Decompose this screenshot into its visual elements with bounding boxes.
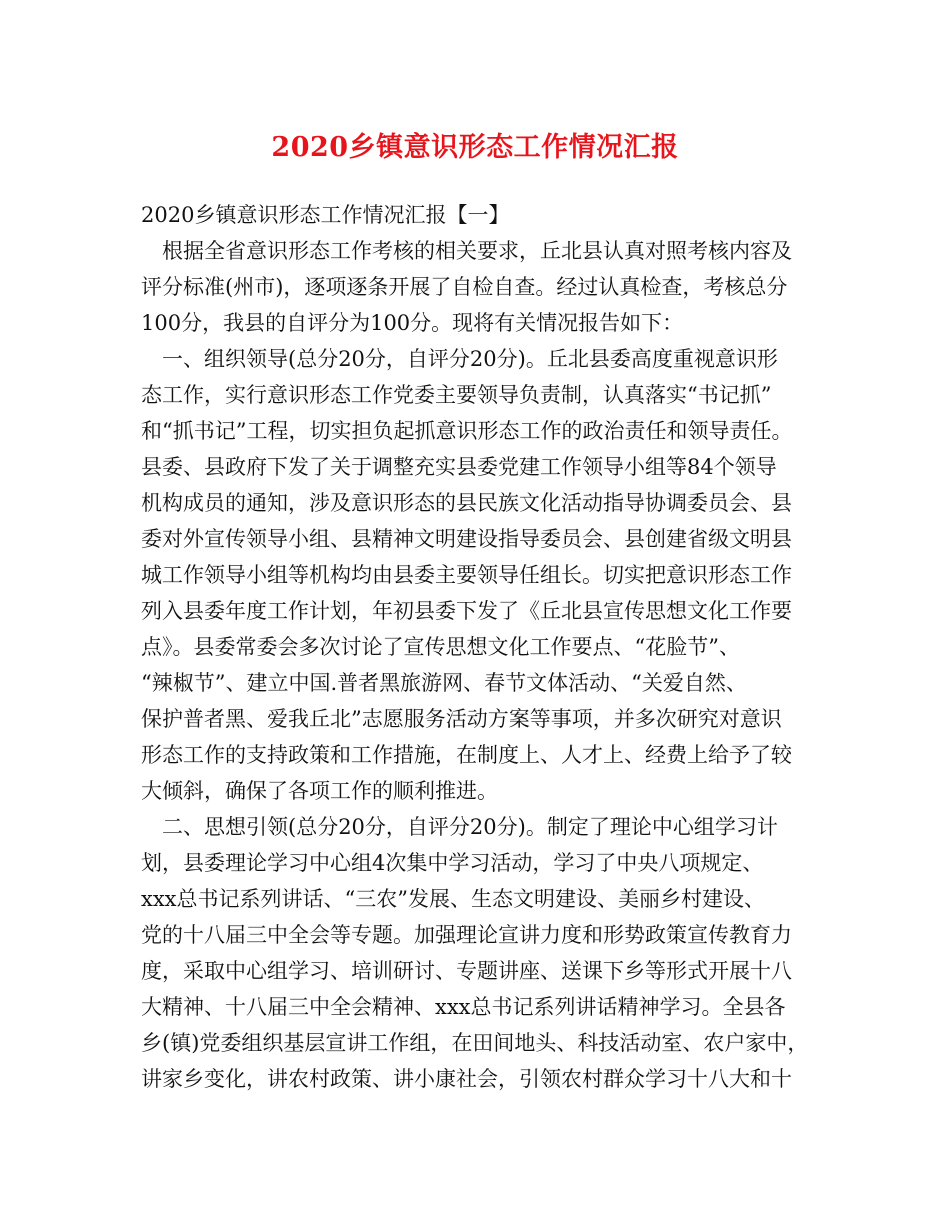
text-line: 保护普者黑、爱我丘北”志愿服务活动方案等事项，并多次研究对意识 (141, 707, 782, 731)
text-line: 党的十八届三中全会等专题。加强理论宣讲力度和形势政策宣传教育力 (141, 923, 792, 947)
text-line: 态工作，实行意识形态工作党委主要领导负责制，认真落实“书记抓” (141, 383, 772, 407)
text-line: 机构成员的通知，涉及意识形态的县民族文化活动指导协调委员会、县 (141, 491, 792, 515)
text-line: 县委、县政府下发了关于调整充实县委党建工作领导小组等84个领导 (141, 455, 777, 479)
text-line: 列入县委年度工作计划，年初县委下发了《丘北县宣传思想文化工作要 (141, 599, 792, 623)
text-line: 二、思想引领(总分20分，自评分20分)。制定了理论中心组学习计 (162, 815, 778, 839)
text-line: 委对外宣传领导小组、县精神文明建设指导委员会、县创建省级文明县 (141, 527, 792, 551)
text-line: 城工作领导小组等机构均由县委主要领导任组长。切实把意识形态工作 (141, 563, 792, 587)
text-line: 点》。县委常委会多次讨论了宣传思想文化工作要点、“花脸节”、 (141, 635, 740, 659)
text-line: “辣椒节”、建立中国.普者黑旅游网、春节文体活动、“关爱自然、 (141, 671, 747, 695)
text-line: 根据全省意识形态工作考核的相关要求，丘北县认真对照考核内容及 (162, 239, 792, 263)
text-line: 讲家乡变化，讲农村政策、讲小康社会，引领农村群众学习十八大和十 (141, 1067, 792, 1091)
text-line: 一、组织领导(总分20分，自评分20分)。丘北县委高度重视意识形 (162, 347, 778, 371)
text-line: 和“抓书记”工程，切实担负起抓意识形态工作的政治责任和领导责任。 (141, 419, 793, 443)
text-line: 100分，我县的自评分为100分。现将有关情况报告如下： (141, 311, 684, 335)
text-line: 大精神、十八届三中全会精神、xxx总书记系列讲话精神学习。全县各 (141, 995, 786, 1019)
document-title: 2020乡镇意识形态工作情况汇报 (271, 132, 679, 163)
text-line: xxx总书记系列讲话、“三农”发展、生态文明建设、美丽乡村建设、 (141, 887, 765, 911)
text-line: 乡(镇)党委组织基层宣讲工作组，在田间地头、科技活动室、农户家中， (141, 1031, 809, 1055)
text-line: 大倾斜，确保了各项工作的顺利推进。 (141, 779, 498, 803)
text-line: 划，县委理论学习中心组4次集中学习活动，学习了中央八项规定、 (141, 851, 764, 875)
text-line: 评分标准(州市)，逐项逐条开展了自检自查。经过认真检查，考核总分 (141, 275, 788, 299)
text-line: 2020乡镇意识形态工作情况汇报【一】 (141, 203, 510, 227)
text-line: 度，采取中心组学习、培训研讨、专题讲座、送课下乡等形式开展十八 (141, 959, 792, 983)
text-line: 形态工作的支持政策和工作措施，在制度上、人才上、经费上给予了较 (141, 743, 792, 767)
